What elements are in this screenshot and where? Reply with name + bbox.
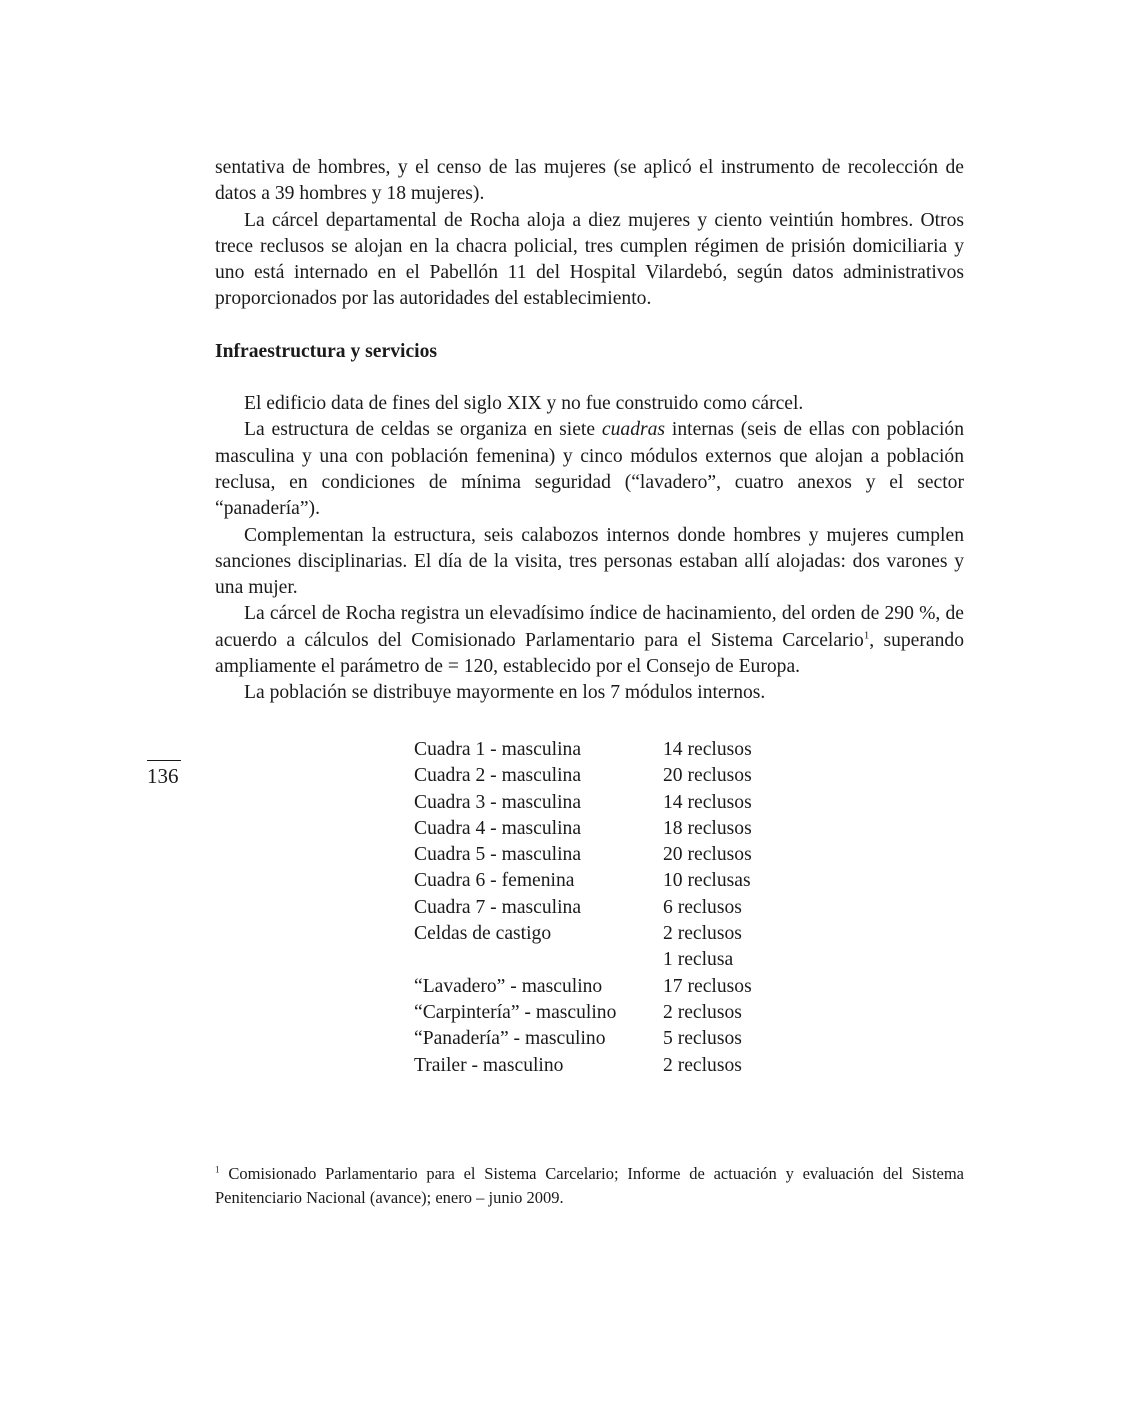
module-name: Cuadra 1 - masculina — [414, 739, 582, 760]
module-name: “Lavadero” - masculino — [414, 975, 603, 997]
inmate-count: 14 reclusos — [663, 791, 752, 813]
page-number: 136 — [147, 760, 181, 789]
inmate-count: 5 reclusos — [663, 1028, 742, 1050]
module-name: “Carpintería” - masculino — [414, 1001, 617, 1023]
inmate-count: 20 reclusos — [663, 844, 752, 866]
italic-term: cuadras — [601, 419, 666, 441]
inmate-count: 17 reclusos — [663, 975, 752, 997]
table-row — [414, 790, 752, 816]
module-name: Cuadra 7 - masculina — [414, 896, 582, 918]
paragraph-text: La estructura de celdas se organiza en siete — [244, 419, 602, 441]
population-table-body — [414, 737, 752, 1079]
table-row — [414, 868, 752, 894]
inmate-count: 2 reclusos — [663, 1054, 742, 1076]
table-row — [414, 1026, 752, 1052]
footnote-ref: 1 — [863, 629, 870, 642]
paragraph-text: La cárcel de Rocha registra un elevadísimo índice de hacinamiento, del orden de 290 %, de acuerdo a cálculos del Comisionado Parlamentario para el Sistema Carcelario — [215, 603, 964, 651]
paragraph-cell-structure — [215, 417, 964, 522]
table-row — [414, 947, 752, 973]
paragraph-building: El edificio data de fines del siglo XIX y no fue construido como cárcel. — [244, 393, 804, 415]
table-row — [414, 921, 752, 947]
inmate-count: 14 reclusos — [663, 739, 752, 760]
footnote-number: 1 — [215, 1164, 220, 1175]
paragraph-text: , superando ampliamente el parámetro de = 120, establecido por el Consejo de Europa. — [215, 629, 964, 678]
inmate-count: 2 reclusos — [663, 923, 742, 945]
paragraph-distribution: La población se distribuye mayormente en los 7 módulos internos. — [244, 682, 766, 704]
inmate-count: 1 reclusa — [663, 949, 734, 971]
paragraph-text: internas (seis de ellas con población masculina y una con población femenina) y cinco módulos externos que alojan a población reclusa, en condiciones de mínima seguridad (“lavadero”, cuatro anexos y el sector “panadería”). — [215, 419, 964, 520]
population-table — [414, 737, 752, 1079]
footnote — [215, 1162, 964, 1210]
table-row — [414, 974, 752, 1000]
module-name: Cuadra 6 - femenina — [414, 870, 575, 892]
module-name: Cuadra 4 - masculina — [414, 817, 582, 839]
table-row — [414, 1000, 752, 1026]
body-text — [215, 155, 964, 707]
module-name: Trailer - masculino — [414, 1054, 564, 1076]
module-name: “Panadería” - masculino — [414, 1028, 606, 1050]
footnote-text: Comisionado Parlamentario para el Sistema Carcelario; Informe de actuación y evaluación del Sistema Penitenciario Nacional (avance); enero – junio 2009. — [215, 1164, 965, 1207]
module-name: Cuadra 2 - masculina — [414, 765, 582, 787]
table-row — [414, 1053, 752, 1079]
inmate-count: 18 reclusos — [663, 817, 752, 839]
table-row — [414, 816, 752, 842]
module-name: Cuadra 5 - masculina — [414, 844, 582, 866]
module-name — [414, 947, 663, 973]
paragraph-continuation: sentativa de hombres, y el censo de las mujeres (se aplicó el instrumento de recolección de datos a 39 hombres y 18 mujeres). — [215, 157, 964, 205]
table-row — [414, 737, 752, 763]
table-row — [414, 763, 752, 789]
table-row — [414, 842, 752, 868]
paragraph-rocha-population: La cárcel departamental de Rocha aloja a diez mujeres y ciento veintiún hombres. Otros trece reclusos se alojan en la chacra policial, tres cumplen régimen de prisión domiciliaria y uno está internado en el Pabellón 11 del Hospital Vilardebó, según datos administrativos proporcionados por las autoridades del establecimiento. — [215, 209, 964, 310]
section-heading: Infraestructura y servicios — [215, 340, 438, 362]
inmate-count: 2 reclusos — [663, 1001, 742, 1023]
inmate-count: 10 reclusas — [663, 870, 751, 892]
paragraph-overcrowding — [215, 601, 964, 680]
paragraph-calabozos: Complementan la estructura, seis calabozos internos donde hombres y mujeres cumplen sanciones disciplinarias. El día de la visita, tres personas estaban allí alojadas: dos varones y una mujer. — [215, 524, 964, 599]
module-name: Celdas de castigo — [414, 923, 552, 945]
module-name: Cuadra 3 - masculina — [414, 791, 582, 813]
inmate-count: 6 reclusos — [663, 896, 742, 918]
table-row — [414, 895, 752, 921]
inmate-count: 20 reclusos — [663, 765, 752, 787]
